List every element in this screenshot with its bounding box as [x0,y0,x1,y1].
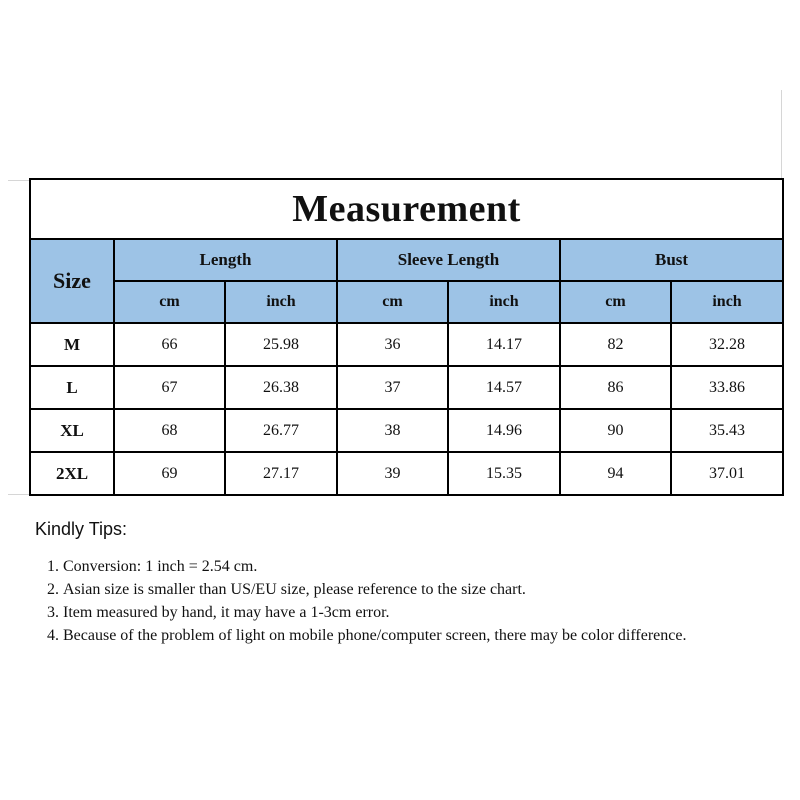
table-cell: 39 [337,452,448,495]
table-cell: 14.17 [448,323,560,366]
unit-header: inch [671,281,783,323]
table-cell: 26.38 [225,366,337,409]
tips-list [35,555,775,647]
sleeve-length-group-header: Sleeve Length [337,239,560,281]
table-cell: 27.17 [225,452,337,495]
table-cell: 37.01 [671,452,783,495]
table-cell: 69 [114,452,225,495]
size-column-header: Size [30,239,114,323]
table-cell: 33.86 [671,366,783,409]
guide-line [781,90,782,185]
bust-group-header: Bust [560,239,783,281]
table-cell: 14.57 [448,366,560,409]
table-cell: 67 [114,366,225,409]
size-label: L [30,366,114,409]
table-cell: 66 [114,323,225,366]
table-cell: 32.28 [671,323,783,366]
table-cell: 86 [560,366,671,409]
table-cell: 15.35 [448,452,560,495]
unit-header: inch [225,281,337,323]
size-label: 2XL [30,452,114,495]
unit-header: cm [560,281,671,323]
tip-item: 4. Because of the problem of light on mobile phone/computer screen, there may be color difference. [63,624,775,647]
table-row [30,366,783,409]
table-cell: 90 [560,409,671,452]
table-cell: 82 [560,323,671,366]
tips-title: Kindly Tips: [35,519,128,539]
size-label: M [30,323,114,366]
table-cell: 94 [560,452,671,495]
table-cell: 14.96 [448,409,560,452]
table-cell: 26.77 [225,409,337,452]
tip-item: 3. Item measured by hand, it may have a 1-3cm error. [63,601,775,624]
unit-header: cm [337,281,448,323]
unit-header: cm [114,281,225,323]
table-cell: 37 [337,366,448,409]
length-group-header: Length [114,239,337,281]
table-cell: 36 [337,323,448,366]
table-row [30,323,783,366]
table-cell: 38 [337,409,448,452]
table-cell: 68 [114,409,225,452]
size-label: XL [30,409,114,452]
kindly-tips [35,518,775,647]
table-cell: 35.43 [671,409,783,452]
table-row [30,452,783,495]
table-title: Measurement [30,179,783,239]
table-row [30,409,783,452]
tip-item: 2. Asian size is smaller than US/EU size, please reference to the size chart. [63,578,775,601]
size-chart-table [29,178,784,496]
tip-item: 1. Conversion: 1 inch = 2.54 cm. [63,555,775,578]
table-cell: 25.98 [225,323,337,366]
unit-header: inch [448,281,560,323]
